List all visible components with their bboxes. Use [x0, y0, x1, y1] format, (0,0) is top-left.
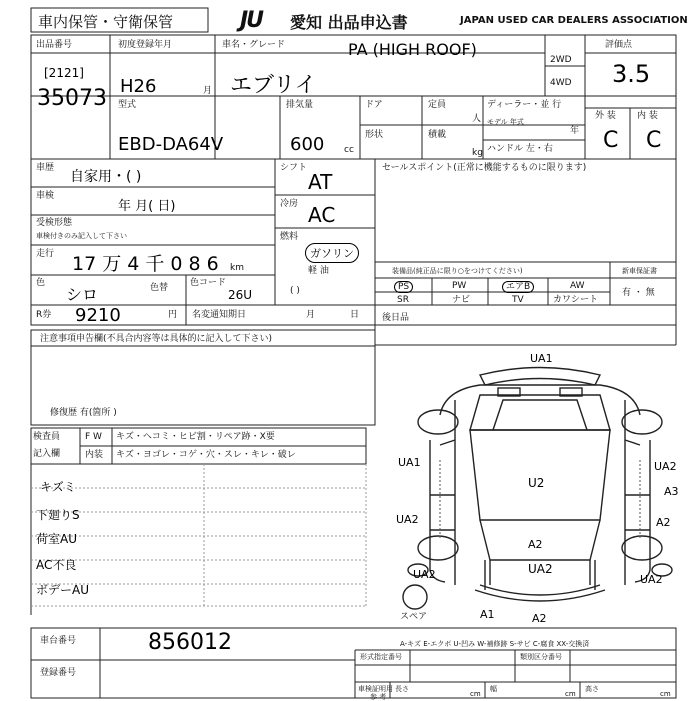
kg-label: kg [472, 148, 483, 158]
eval-points-label: 評価点 [605, 40, 633, 50]
cooler-value: AC [308, 203, 336, 227]
equip-pw: PW [452, 281, 467, 291]
year-label: 年 [570, 126, 580, 136]
color-change-label: 色替 [150, 283, 169, 293]
person-label: 人 [472, 114, 482, 124]
color-code-value: 26U [228, 288, 253, 302]
mileage-value: 17 万 4 千 0 8 6 [72, 253, 219, 275]
month2-label: 月 [306, 310, 316, 320]
cc-value: 600 [290, 134, 325, 155]
model-year-label: モデル 年式 [487, 118, 524, 126]
damage-legend: A-キズ E-エクボ U-凹み W-補修跡 S-サビ C-腐食 XX-交換済 [400, 640, 590, 648]
month-label: 月 [203, 86, 213, 96]
chassis-label: 車台番号 [40, 636, 77, 646]
mark-a2-mid: A2 [528, 538, 543, 551]
doors-label: ドア [365, 100, 383, 110]
equip-navi: ナビ [452, 295, 471, 305]
repair-label: 修復歴 有(箇所 ) [50, 408, 117, 418]
model-code: EBD-DA64V [118, 134, 224, 155]
score: 3.5 [612, 60, 651, 88]
int-label: 内装 [85, 450, 104, 460]
cm-2: cm [565, 690, 576, 698]
diesel-label: 軽 油 [308, 266, 329, 276]
classification-label: 類別区分番号 [520, 653, 562, 661]
shift-label: シフト [280, 163, 308, 173]
fw-items: キズ・ヘコミ・ヒビ割・リペア跡・X要 [116, 432, 275, 442]
shape-label: 形状 [365, 130, 384, 140]
length-label: 長さ [395, 685, 409, 693]
drive-2wd: 2WD [550, 55, 572, 65]
lot-no-label: 出品番号 [36, 40, 73, 50]
mark-a2-right: A2 [656, 516, 671, 529]
mark-a1: A1 [480, 608, 495, 621]
mark-ua2-left: UA2 [396, 513, 419, 526]
int-items: キズ・ヨゴレ・コゲ・穴・スレ・キレ・破レ [116, 450, 296, 460]
height-label: 高さ [585, 685, 599, 693]
day-label: 日 [350, 310, 360, 320]
displacement-label: 排気量 [286, 100, 314, 110]
cm-1: cm [470, 690, 481, 698]
inspection-value: 年 月( 日) [118, 199, 176, 214]
mark-ua2-rear-center: UA2 [528, 562, 553, 576]
mileage-label: 走行 [36, 249, 55, 259]
exterior-label: 外 装 [595, 111, 616, 121]
recycle-label: 新車保証書 [622, 267, 657, 275]
entry-label: 記入欄 [33, 449, 61, 459]
color-value: シロ [66, 285, 99, 304]
fuel-value: ガソリン [305, 243, 359, 263]
receipt-note: 車検付きのみ記入して下さい [36, 232, 127, 240]
spare-label: スペア [400, 612, 428, 622]
load-label: 積載 [428, 130, 447, 140]
fuel-paren: ( ) [290, 286, 300, 296]
mark-u2-center: U2 [528, 476, 545, 490]
equip-ab: エアB [502, 281, 534, 293]
note-1: キズミ [40, 480, 76, 494]
note-5: ボデーAU [36, 583, 89, 597]
storage-label: 車内保管・守衛保管 [38, 13, 174, 31]
mark-ua2-rear-right: UA2 [640, 573, 663, 586]
color-label: 色 [36, 278, 46, 288]
interior-label: 内 装 [637, 111, 658, 121]
model-label: 型式 [118, 100, 137, 110]
mark-ua1-top: UA1 [530, 352, 553, 365]
history-value: 自家用・( ) [70, 169, 142, 185]
tax-notice-label: 名変通知期日 [192, 310, 247, 320]
fw-label: F W [85, 432, 102, 442]
equipment-label: 装備品(純正品に限り○をつけてください) [392, 267, 523, 275]
shift-value: AT [308, 170, 333, 194]
note-3: 荷室AU [36, 532, 77, 546]
ext-grade: C [603, 128, 619, 153]
cert-label: 車検証明用 [358, 685, 393, 693]
sales-point-label: セールスポイント(正常に機能するものに限ります) [382, 163, 587, 173]
fuel-label: 燃料 [280, 232, 299, 242]
mark-a3: A3 [664, 485, 679, 498]
ju-logo: JU [240, 8, 263, 33]
cooler-label: 冷房 [280, 199, 299, 209]
equip-leather: カワシート [553, 295, 599, 305]
int-grade: C [646, 128, 662, 153]
mark-ua2-right-top: UA2 [654, 460, 677, 473]
equip-aw: AW [570, 281, 585, 291]
mark-ua1-left: UA1 [398, 456, 421, 469]
name-grade-label: 車名・グレード [222, 40, 286, 50]
drive-4wd: 4WD [550, 78, 572, 88]
km-label: km [230, 263, 244, 273]
reg-no-label: 登録番号 [40, 668, 77, 678]
first-reg-label: 初度登録年月 [118, 40, 173, 50]
ref-label-1: 参 考 [370, 693, 387, 701]
recycle-yes-no: 有 ・ 無 [622, 288, 655, 298]
r-ticket-value: 9210 [75, 305, 121, 326]
form-no-label: 形式指定番号 [360, 653, 402, 661]
equip-sr: SR [397, 295, 409, 305]
color-code-label: 色コード [190, 278, 227, 288]
mark-a2-bottom: A2 [532, 612, 547, 625]
mark-ua2-rear-left: UA2 [413, 568, 436, 581]
handle-label: ハンドル 左・右 [487, 144, 553, 154]
inspection-label: 車検 [36, 191, 55, 201]
note-4: AC不良 [36, 558, 77, 572]
width-label: 幅 [490, 685, 497, 693]
r-ticket-label: R券 [36, 310, 52, 320]
form-title: 愛知 出品申込書 [290, 13, 408, 32]
equip-tv: TV [512, 295, 524, 305]
history-label: 車歴 [36, 163, 55, 173]
form-title-en: JAPAN USED CAR DEALERS ASSOCIATION [460, 15, 688, 26]
grade: PA (HIGH ROOF) [348, 40, 477, 59]
dealer-label: ディーラー・並 行 [487, 100, 562, 110]
receipt-label: 受検形態 [36, 218, 73, 228]
car-name: エブリイ [230, 73, 317, 98]
inspector-label: 検査員 [33, 432, 61, 442]
yen-label: 円 [168, 310, 178, 320]
equip-ps: PS [394, 281, 413, 293]
notes-header: 注意事項申告欄(不具合内容等は具体的に記入して下さい) [40, 334, 273, 344]
cc-label: cc [344, 145, 354, 155]
chassis-value: 856012 [148, 630, 232, 655]
note-2: 下廻りS [36, 508, 80, 522]
capacity-label: 定員 [428, 100, 447, 110]
reg-year: H26 [120, 76, 157, 97]
lot-number: 35073 [37, 86, 107, 111]
cm-3: cm [660, 690, 671, 698]
after-fit-label: 後日品 [382, 313, 410, 323]
lot-small: [2121] [44, 66, 84, 80]
